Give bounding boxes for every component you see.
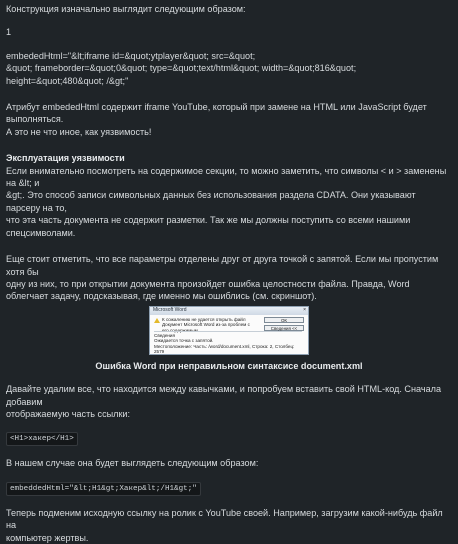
line-number: 1 [6, 27, 12, 38]
close-icon: × [303, 306, 306, 313]
warning-icon [154, 318, 160, 323]
attribute-text: А это не что иное, как уязвимость! [6, 126, 152, 137]
details-error: Ожидается точка с запятой. [154, 338, 214, 344]
case-text: В нашем случае она будет выглядеть следующим образом: [6, 458, 259, 469]
attribute-text: Атрибут embededHtml содержит iframe YouTube, который при замене на HTML или JavaScript будет выполняться. [6, 102, 427, 125]
divider [154, 331, 302, 332]
note-text: Еще стоит отметить, что все параметры отделены друг от друга точкой с запятой. Если мы пропустим хотя бы [6, 254, 439, 277]
replace-text: Теперь подменим исходную ссылку на ролик с YouTube своей. Например, загрузим какой-нибудь файл на [6, 507, 443, 531]
exploitation-text: что эта часть документа не содержит разметки. Так же мы должны поступить со всеми нашими спецсимволами. [6, 215, 411, 238]
code-sample-line: embededHtml="&lt;iframe id=&quot;ytplayer&quot; src=&quot; [6, 50, 256, 61]
details-header: Сведения [154, 332, 175, 338]
screenshot-container [6, 306, 452, 355]
replace-text: компьютер жертвы. [6, 532, 89, 543]
exploitation-text: &gt;. Это способ записи символьных данных без использования раздела CDATA. Они указывают парсеру на то, [6, 190, 416, 213]
note-text: облегчает задачу, подсказывая, где именно мы ошиблись (см. скриншот). [6, 291, 317, 302]
intro-text: Конструкция изначально выглядит следующим образом: [6, 4, 246, 14]
code-sample-line: &quot; frameborder=&quot;0&quot; type=&quot;text/html&quot; width=&quot;816&quot; height=&quot;480&quot; /&gt;" [6, 63, 357, 86]
dialog-message: К сожалению не удается открыть файл Документ Microsoft Word из-за проблем с его содержимым. [162, 316, 250, 333]
code-snippet-h1: <H1>хакер</H1> [6, 432, 78, 446]
details-button: Сведения << [264, 325, 304, 331]
section-heading: Эксплуатация уязвимости [6, 153, 125, 164]
word-error-dialog [149, 306, 309, 355]
instruction-text: Давайте удалим все, что находится между кавычками, и попробуем вставить свой HTML-код. Сначала добавим [6, 384, 442, 407]
ok-button: ОК [264, 317, 304, 323]
code-snippet-embed: embeddedHtml="&lt;H1&gt;Хакер&lt;/H1&gt;" [6, 482, 201, 496]
exploitation-text: Если внимательно посмотреть на содержимое секции, то можно заметить, что символы < и > заменены на &lt; и [6, 165, 447, 189]
figure-caption: Ошибка Word при неправильном синтаксисе document.xml [95, 360, 363, 371]
note-text: одну из них, то при открытии документа произойдет ошибка целостности файла. Правда, Word [6, 278, 410, 289]
instruction-text: отображаемую часть ссылки: [6, 408, 131, 419]
dialog-titlebar [150, 307, 308, 315]
dialog-title: Microsoft Word [153, 307, 187, 314]
details-location: Местоположение: Часть: /word/document.xml, Строка: 2, Столбец: 2579 [154, 343, 295, 354]
dialog-details [154, 331, 302, 355]
